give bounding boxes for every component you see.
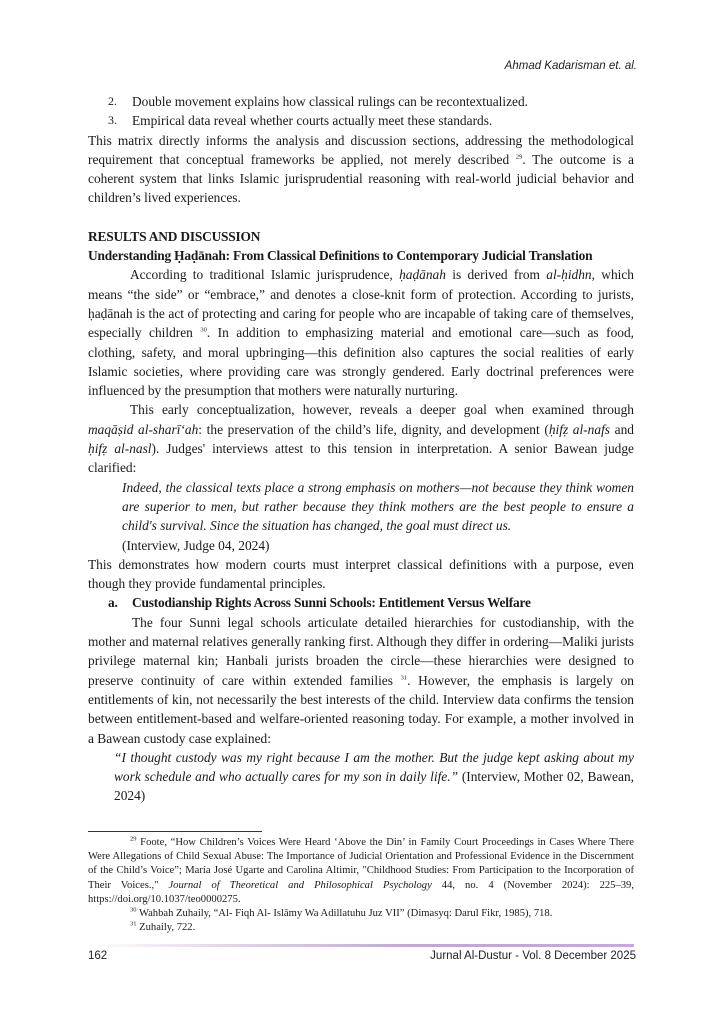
footnote-29: $^{29}$ Foote, “How Children’s Voices Were Heard ‘Above the Din’ in Family Court Proceedings in Cases Where There Were Allegations of Child Sexual Abuse: The Importance of Judicial Orientation and Professional Evidence in the Discernment of the Child’s Voice”; María José Ugarte and Carolina Altimir, "Childhood Studies: From Participation to the Incorporation of Their Voices.," Journal of Theoretical and Philosophical Psychology 44, no. 4 (November 2024): 225–39, https://doi.org/10.1037/teo0000275. [88,835,634,905]
footnote-ref[interactable]: 30 [200,326,207,334]
list-item [88,111,634,130]
block-quote-mother: “I thought custody was my right because I am the mother. But the judge kept asking about my work schedule and who actually cares for my son in daily life.” (Interview, Mother 02, Bawean, 2024) [114,749,634,804]
paragraph-maqasid: This early conceptualization, however, reveals a deeper goal when examined through maqāṣid al-sharī‘ah: the preservation of the child’s life, dignity, and development (ḥifẓ al-nafs and ḥifẓ al-nasl). Judges' interviews attest to this tension in interpretation. A senior Bawean judge clarified: [88,402,634,476]
footnote-ref[interactable]: 29 [515,153,523,161]
page-number: 162 [88,950,108,962]
quote-citation: (Interview, Judge 04, 2024) [122,537,270,553]
footnote-ref[interactable]: 31 [400,674,408,682]
subsection-heading: Understanding Ḥaḍānah: From Classical Definitions to Contemporary Judicial Translation [88,248,593,264]
footnote-31: $^{31}$ Zuhaily, 722. [130,920,196,934]
block-quote-judge: Indeed, the classical texts place a strong emphasis on mothers—not because they think women are superior to men, but rather because they think mothers are the best people to ensure a child's survival. Since the situation has changed, the goal must direct us. (Interview, Judge 04, 2024) [122,479,634,553]
running-head: Ahmad Kadarisman et. al. [504,60,637,72]
footnotes [88,836,634,935]
footnote-30: $^{30}$ Wahbah Zuhaily, “Al- Fiqh Al- Islāmy Wa Adillatuhu Juz VII” (Dimasyq: Darul Fikr, 1985), 718. [130,906,553,920]
paragraph-matrix: This matrix directly informs the analysis and discussion sections, addressing the methodological requirement that conceptual frameworks be applied, not merely described $^{29}$. The outcome is a coherent system that links Islamic jurisprudential reasoning with real-world judicial behavior and children’s lived experiences. [88,132,634,206]
list-number: 2. [108,94,117,108]
subsection-letter: a. [108,595,118,611]
paragraph-sunni-schools: mother and maternal relatives generally ranking first. Although they differ in ordering—Maliki jurists privilege maternal kin; Hanbali jurists broaden the circle—these hierarchies were designed to preserve continuity of care within extended families $^{31}$. However, the emphasis is largely on entitlements of kin, not necessarily the best interests of the child. Interview data confirms the tension between entitlement-based and welfare-oriented reasoning today. For example, a mother involved in a Bawean custody case explained: [88,634,634,746]
footer-divider [88,944,634,947]
quote-citation: (Interview, Mother 02, Bawean, 2024) [114,769,634,804]
list-number: 3. [108,113,117,128]
paragraph-demonstrates: This demonstrates how modern courts must interpret classical definitions with a purpose, even though they provide fundamental principles. [88,556,634,592]
paragraph-sunni-schools-first-line: The four Sunni legal schools articulate detailed hierarchies for custodianship, with the [132,614,634,630]
paragraph-hadanah-definition: According to traditional Islamic jurisprudence, ḥaḍānah is derived from al-ḥidhn, which means “the side” or “embrace,” and denotes a close-knit form of protection. According to jurists, ḥaḍānah is the act of protecting and caring for people who are incapable of taking care of themselves, especially children $^{30}$. In addition to emphasizing material and emotional care—such as food, clothing, safety, and moral upbringing—this definition also captures the social realities of early Islamic societies, where providing care was strongly gendered. Early doctrinal preferences were influenced by the presumption that mothers were naturally nurturing. [88,267,635,399]
footnote-separator [88,831,262,832]
body-content [88,92,634,806]
list-text: Double movement explains how classical rulings can be recontextualized. [132,94,529,109]
list-item [88,92,634,111]
subsection-a-heading [88,593,634,612]
section-heading: RESULTS AND DISCUSSION [88,228,261,244]
subsection-title: Custodianship Rights Across Sunni Schools: Entitlement Versus Welfare [132,595,531,611]
list-text: Empirical data reveal whether courts actually meet these standards. [132,113,493,129]
journal-info: Jurnal Al-Dustur - Vol. 8 December 2025 [430,950,636,962]
